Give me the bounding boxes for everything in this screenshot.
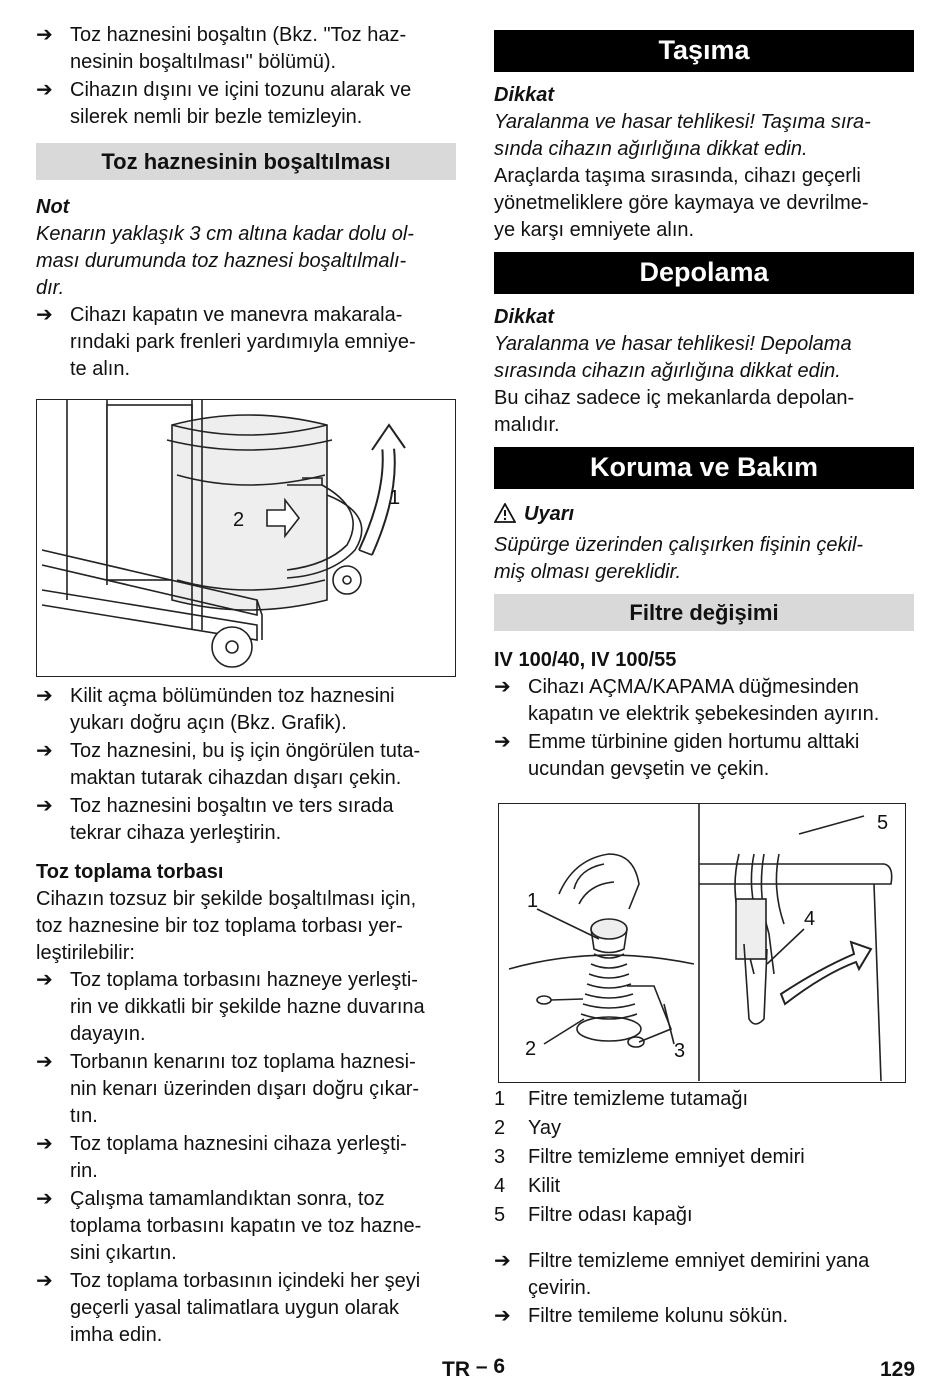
legend-text: Kilit [528,1175,561,1197]
transport-caution-label: Dikkat [494,84,555,106]
section-title-filter: Filtre değişimi [494,594,914,631]
instruction-step [36,1049,456,1130]
top-steps [36,22,456,131]
text-line: Bu cihaz sadece iç mekanlarda depolan- [494,387,855,409]
step-line: maktan tutarak cihazdan dışarı çekin. [70,767,402,789]
arrow-right-icon: ➔ [494,676,511,698]
figure2-label-5: 5 [877,812,889,834]
arrow-right-icon: ➔ [36,795,53,817]
legend-list [494,1085,914,1230]
final-steps [494,1248,914,1330]
section-title-care: Koruma ve Bakım [494,447,914,489]
transport-text [494,163,914,244]
legend-item [494,1143,914,1172]
instruction-step [36,683,456,737]
step-line: toplama torbasını kapatın ve toz hazne- [70,1215,422,1237]
step-line: ucundan gevşetin ve çekin. [528,758,770,780]
text-line: ye karşı emniyete alın. [494,219,695,241]
section-title-empty-dust: Toz haznesinin boşaltılması [36,143,456,180]
step-line: rındaki park frenleri yardımıyla emniye- [70,331,416,353]
step-line: Cihazı AÇMA/KAPAMA düğmesinden [528,676,859,698]
instruction-step [36,22,456,76]
arrow-right-icon: ➔ [494,1250,511,1272]
figure-dust-container [36,399,456,677]
arrow-right-icon: ➔ [36,969,53,991]
transport-caution-text [494,109,914,163]
step-line: Toz toplama haznesini cihaza yerleşti- [70,1133,407,1155]
step-line: Emme türbinine giden hortumu alttaki [528,731,860,753]
section-title-transport: Taşıma [494,30,914,72]
text-line: malıdır. [494,414,560,436]
figure2-label-1: 1 [527,890,539,912]
step-line: Toz haznesini boşaltın ve ters sırada [70,795,394,817]
storage-caution-text [494,331,914,385]
step-line: rin ve dikkatli bir şekilde hazne duvarına [70,996,425,1018]
step-line: tın. [70,1105,98,1127]
arrow-right-icon: ➔ [36,79,53,101]
note-line: dır. [36,277,65,299]
caution-line: sırasında cihazın ağırlığına dikkat edin. [494,360,841,382]
step-line: tekrar cihaza yerleştirin. [70,822,282,844]
instruction-step [36,77,456,131]
step-line: nin kenarı üzerinden dışarı doğru çıkar- [70,1078,420,1100]
arrow-right-icon: ➔ [494,731,511,753]
step-line: silerek nemli bir bezle temizleyin. [70,106,363,128]
warning-line: miş olması gereklidir. [494,561,682,583]
arrow-right-icon: ➔ [36,1051,53,1073]
arrow-right-icon: ➔ [36,1133,53,1155]
step-line: Toz toplama torbasının içindeki her şeyi [70,1270,421,1292]
warning-text [494,532,914,586]
text-line: Araçlarda taşıma sırasında, cihazı geçerli [494,165,861,187]
legend-item [494,1114,914,1143]
step-line: imha edin. [70,1324,163,1346]
legend-text: Filtre odası kapağı [528,1204,693,1226]
step-line: sini çıkartın. [70,1242,177,1264]
step-line: Toz haznesini boşaltın (Bkz. "Toz haz- [70,24,407,46]
arrow-right-icon: ➔ [36,685,53,707]
step-line: dayayın. [70,1023,146,1045]
footer-page-number: 129 [880,1358,916,1381]
figure1-label-2: 2 [233,509,245,531]
step-line: Filtre temileme kolunu sökün. [528,1305,789,1327]
figure2-label-3: 3 [674,1040,686,1062]
filter-steps [494,674,914,783]
arrow-right-icon: ➔ [36,1188,53,1210]
legend-number: 5 [494,1204,506,1226]
step-line: geçerli yasal talimatlara uygun olarak [70,1297,400,1319]
bag-title: Toz toplama torbası [36,861,224,883]
legend-number: 1 [494,1088,506,1110]
figure1-label-1: 1 [389,487,401,509]
step-line: çevirin. [528,1277,592,1299]
caution-line: Yaralanma ve hasar tehlikesi! Depolama [494,333,852,355]
warning-label: Uyarı [524,503,575,525]
section-title-storage: Depolama [494,252,914,294]
note-text [36,221,456,302]
step-line: Kilit açma bölümünden toz haznesini [70,685,395,707]
arrow-right-icon: ➔ [36,304,53,326]
step-line: rin. [70,1160,98,1182]
figure-filter [498,803,906,1083]
step-line: Çalışma tamamlandıktan sonra, toz [70,1188,385,1210]
left-column [36,22,456,1350]
text-line: yönetmeliklere göre kaymaya ve devrilme- [494,192,869,214]
arrow-right-icon: ➔ [494,1305,511,1327]
bag-intro [36,886,456,967]
instruction-step [494,674,914,728]
caution-line: sında cihazın ağırlığına dikkat edin. [494,138,808,160]
step-line: yukarı doğru açın (Bkz. Grafik). [70,712,347,734]
intro-line: toz haznesine bir toz toplama torbası yer- [36,915,403,937]
legend-item [494,1085,914,1114]
legend-text: Yay [528,1117,561,1139]
instruction-step [36,1186,456,1267]
legend-number: 3 [494,1146,506,1168]
figure2-label-4: 4 [804,908,816,930]
storage-caution-label: Dikkat [494,306,555,328]
arrow-right-icon: ➔ [36,740,53,762]
note-line: ması durumunda toz haznesi boşaltılmalı- [36,250,407,272]
legend-text: Fitre temizleme tutamağı [528,1088,749,1110]
arrow-right-icon: ➔ [36,1270,53,1292]
step-line: Filtre temizleme emniyet demirini yana [528,1250,870,1272]
warning-label-row [494,501,914,528]
note-label: Not [36,196,70,218]
dust-container-drawing [37,400,454,675]
legend-number: 4 [494,1175,506,1197]
note-line: Kenarın yaklaşık 3 cm altına kadar dolu ol- [36,223,414,245]
bag-steps [36,967,456,1349]
steps-after-figure [36,683,456,847]
footer-lang [442,1356,505,1383]
legend-text: Filtre temizleme emniyet demiri [528,1146,805,1168]
right-column [494,30,914,1331]
step-line: Torbanın kenarını toz toplama haznesi- [70,1051,416,1073]
legend-item [494,1201,914,1230]
step-line: Toz toplama torbasını hazneye yerleşti- [70,969,418,991]
step-line: Cihazın dışını ve içini tozunu alarak ve [70,79,412,101]
instruction-step [36,1268,456,1349]
step-line: te alın. [70,358,131,380]
instruction-step [494,1248,914,1302]
step-line: nesinin boşaltılması" bölümü). [70,51,337,73]
intro-line: Cihazın tozsuz bir şekilde boşaltılması için, [36,888,417,910]
caution-line: Yaralanma ve hasar tehlikesi! Taşıma sıra- [494,111,871,133]
instruction-step [36,793,456,847]
storage-text [494,385,914,439]
warning-line: Süpürge üzerinden çalışırken fişinin çekil- [494,534,864,556]
instruction-step [494,729,914,783]
step-line: Toz haznesini, bu iş için öngörülen tuta- [70,740,421,762]
instruction-step [36,738,456,792]
step-line: kapatın ve elektrik şebekesinden ayırın. [528,703,880,725]
instruction-step [36,967,456,1048]
footer-lang-code: TR [442,1358,470,1381]
instruction-step [494,1303,914,1330]
step-park [36,302,456,383]
arrow-right-icon: ➔ [36,24,53,46]
figure2-label-2: 2 [525,1038,537,1060]
model-label: IV 100/40, IV 100/55 [494,649,677,671]
filter-drawing [499,804,904,1081]
legend-item [494,1172,914,1201]
step-line: Cihazı kapatın ve manevra makarala- [70,304,403,326]
footer-local-page: – 6 [475,1355,506,1378]
instruction-step [36,1131,456,1185]
intro-line: leştirilebilir: [36,942,135,964]
legend-number: 2 [494,1117,506,1139]
warning-triangle-icon [494,503,516,523]
